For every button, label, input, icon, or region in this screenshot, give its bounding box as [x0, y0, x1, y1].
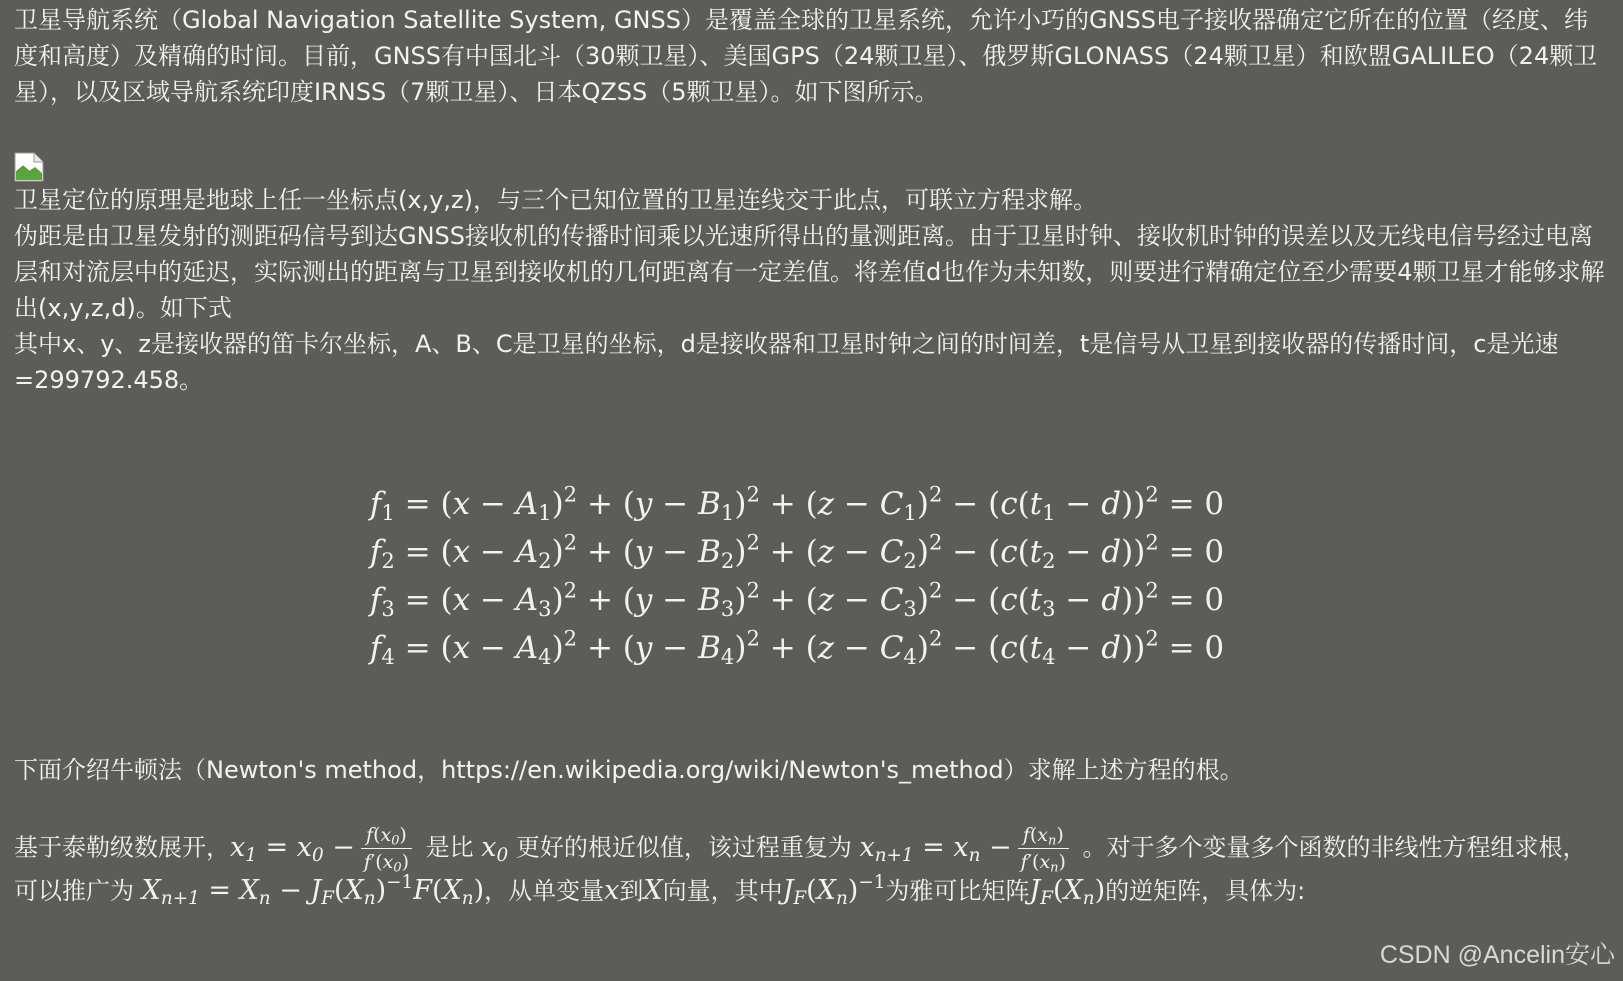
formula-x0: $x_0$ [481, 831, 509, 866]
watermark: CSDN @Ancelin安心 [1379, 941, 1615, 969]
equation-line: $f_4 = (x - A_4)^2 + (y - B_4)^2 + (z - C_4)^2 - (c(t_4 - d))^2 = 0$ [369, 625, 1225, 669]
formula-jacobian: $J_F(X_n)$ [1029, 875, 1106, 910]
equation-line: $f_2 = (x - A_2)^2 + (y - B_2)^2 + (z - C_2)^2 - (c(t_2 - d))^2 = 0$ [369, 529, 1225, 573]
equation-line: $f_3 = (x - A_3)^2 + (y - B_3)^2 + (z - C_3)^2 - (c(t_3 - d))^2 = 0$ [369, 577, 1225, 621]
equation-block [14, 480, 1610, 672]
formula-xn1: $x_{n+1} = x_n$ − [859, 831, 1012, 866]
newton-intro-paragraph: 下面介绍牛顿法（Newton's method，https://en.wikipedia.org/wiki/Newton's_method）求解上述方程的根。 [14, 756, 1244, 784]
spacer [14, 110, 1610, 146]
formula-x1: $x_1 = x_0$ − [230, 831, 355, 866]
fraction-f-xn: $\frac{f(x_n)}{f'(x_n)}$ [1018, 824, 1069, 873]
broken-image-icon[interactable] [14, 152, 44, 184]
fraction-f-x0: $\frac{f(x_0)}{f'(x_0)}$ [361, 824, 412, 873]
taylor-paragraph: 基于泰勒级数展开，$x_1 = x_0$ − $\frac{f(x_0)}{f'(x_0)}$ 是比 $x_0$ 更好的根近似值，该过程重复为 $x_{n+1} = x_n$ − $\frac{f(x_n)}{f'(x_n)}$ 。对于多个变量多个函数的非线性方程组求根，可以推广为 $X_{n+1} = X_n - J_F(X_n)^{-1}F(X_n)$，从单变量x到X向量，其中$J_F(X_n)^{-1}$为雅可比矩阵$J_F(X_n)$的逆矩阵，具体为: [14, 824, 1587, 910]
formula-x: x [604, 875, 620, 906]
pseudorange-paragraph: 伪距是由卫星发射的测距码信号到达GNSS接收机的传播时间乘以光速所得出的量测距离。由于卫星时钟、接收机时钟的误差以及无线电信号经过电离层和对流层中的延迟，实际测出的距离与卫星到接收机的几何距离有一定差值。将差值d也作为未知数，则要进行精确定位至少需要4颗卫星才能够求解出(x,y,z,d)。如下式 [14, 222, 1605, 322]
formula-X: X [643, 875, 663, 906]
article-body [14, 2, 1610, 909]
intro-paragraph: 卫星导航系统（Global Navigation Satellite System, GNSS）是覆盖全球的卫星系统，允许小巧的GNSS电子接收器确定它所在的位置（经度、纬度和高度）及精确的时间。目前，GNSS有中国北斗（30颗卫星）、美国GPS（24颗卫星）、俄罗斯GLONASS（24颗卫星）和欧盟GALILEO（24颗卫星），以及区域导航系统印度IRNSS（7颗卫星）、日本QZSS（5颗卫星）。如下图所示。 [14, 6, 1598, 106]
principle-paragraph: 卫星定位的原理是地球上任一坐标点(x,y,z)，与三个已知位置的卫星连线交于此点，可联立方程求解。 [14, 186, 1097, 214]
spacer [14, 788, 1610, 824]
equation-line: $f_1 = (x - A_1)^2 + (y - B_1)^2 + (z - C_1)^2 - (c(t_1 - d))^2 = 0$ [369, 481, 1225, 525]
formula-jacobian-inverse: $J_F(X_n)^{-1}$ [782, 871, 886, 910]
variables-paragraph: 其中x、y、z是接收器的笛卡尔坐标，A、B、C是卫星的坐标，d是接收器和卫星时钟之间的时间差，t是信号从卫星到接收器的传播时间，c是光速=299792.458。 [14, 330, 1559, 394]
formula-newton-vector: $X_{n+1} = X_n - J_F(X_n)^{-1}F(X_n)$ [141, 871, 485, 910]
